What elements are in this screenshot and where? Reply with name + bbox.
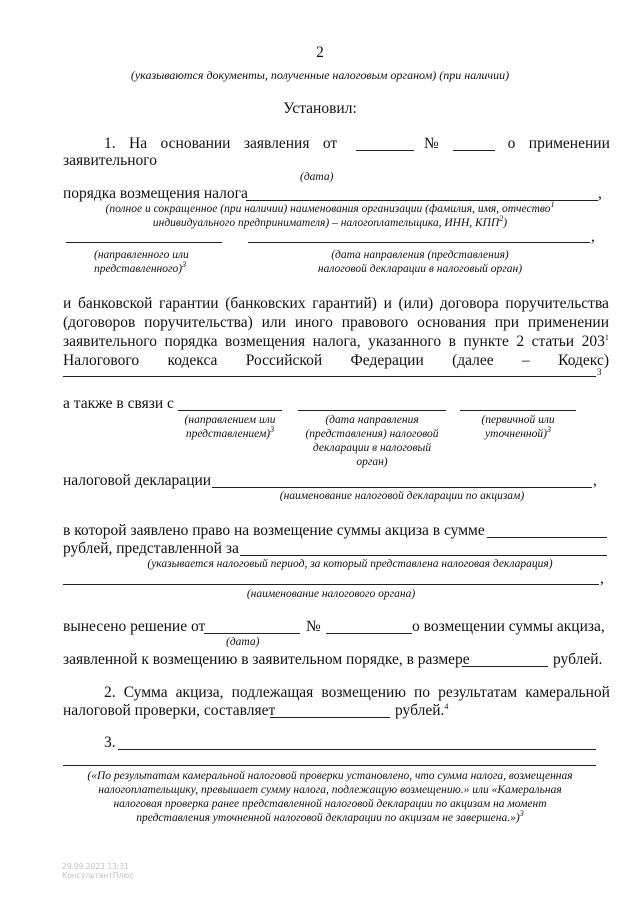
footnote-line-1: («По результатам камеральной налоговой проверки установлено, что сумма налога, возмещенная <box>87 770 573 782</box>
paragraph-2-line-1: 2. Сумма акциза, подлежащая возмещению по результатам камеральной <box>104 684 610 701</box>
excise-amount-line <box>270 717 390 718</box>
tax-period-line <box>240 555 607 556</box>
tax-authority-note: (наименование налогового органа) <box>246 588 416 600</box>
sent-label-1: (направленного или <box>94 249 189 261</box>
sent-or-submitted-line-2 <box>178 410 282 411</box>
guarantee-line-1: и банковской гарантии (банковских гарантий) и (или) договора поручительства <box>63 295 609 312</box>
application-date-line <box>356 150 414 151</box>
taxpayer-name-line <box>246 200 598 201</box>
claim-line-1: в которой заявлено право на возмещение суммы акциза в сумме <box>63 522 485 539</box>
guarantee-line-3: заявительного порядка возмещения налога, указанного в пункте 2 статьи $203^1$ <box>63 332 609 350</box>
submission-date-line <box>248 242 590 243</box>
decision-date-label: (дата) <box>226 636 260 648</box>
declaration-name-line <box>212 487 592 488</box>
paragraph-1-line-1: 1. На основании заявления от № о применении <box>104 135 610 152</box>
heading-established: Установил: <box>283 100 357 117</box>
order-text: порядка возмещения налога <box>63 185 248 202</box>
claim-amount-line <box>487 537 607 538</box>
declaration-date-line <box>298 410 446 411</box>
footnote-line-3: налоговая проверка ранее представленной налоговой декларации по акцизам на момент <box>113 798 547 810</box>
decision-date-line <box>204 633 300 634</box>
guarantee-line-4: Налогового кодекса Российской Федерации (далее – Кодекс) <box>63 352 609 369</box>
page-number: 2 <box>316 44 324 61</box>
paragraph-1-line-2: заявительного <box>63 152 157 169</box>
paragraph-3-line <box>118 749 596 750</box>
submission-date-label-1: (дата направления (представления) <box>331 249 509 261</box>
print-stamp-date: 29.09.2023 13:31 <box>62 862 129 871</box>
submission-date-label-2: налоговой декларации в налоговый орган) <box>317 263 523 275</box>
declaration-name-label: (наименование налоговой декларации по акцизам) <box>279 490 525 502</box>
footnote-line-4: представления уточненной налоговой декларации по акцизам не завершена.»)$^3$ <box>136 809 524 824</box>
tax-authority-line <box>63 584 599 585</box>
print-stamp-source: КонсультантПлюс <box>62 871 134 880</box>
footnote-line-2: налогоплательщику, превышает сумму налога, подлежащую возмещению.» или «Камеральная <box>98 784 562 796</box>
guarantee-line-2: (договоров поручительства) или иного правового основания при применении <box>63 314 609 331</box>
refund-amount-line <box>462 666 548 667</box>
paragraph-3-line-2 <box>63 765 596 766</box>
primary-or-corrected-line <box>460 410 576 411</box>
also-in-connection-text: а также в связи с <box>63 395 174 412</box>
code-continuation-line <box>63 376 596 377</box>
claim-line-2: рублей, представленной за <box>63 540 239 557</box>
paragraph-2-line-2: налоговой проверки, составляет <box>63 702 276 719</box>
decision-line-2: заявленной к возмещению в заявительном порядке, в размере <box>63 651 470 668</box>
application-date-label: (дата) <box>300 171 334 183</box>
taxpayer-name-note-1: (полное и сокращенное (при наличии) наименования организации (фамилия, имя, отчество$^1$ <box>105 200 555 215</box>
taxpayer-name-note-2: индивидуального предпринимателя) – налогоплательщика, ИНН, КПП$^2$) <box>152 214 508 229</box>
documents-note: (указываются документы, полученные налоговым органом) (при наличии) <box>130 68 510 82</box>
sent-or-submitted-line <box>66 242 222 243</box>
decision-text: вынесено решение от <box>63 618 206 635</box>
decision-number-line <box>326 633 412 634</box>
tax-period-note: (указывается налоговый период, за который представлена налоговая декларация) <box>147 558 553 570</box>
application-number-line <box>453 150 495 151</box>
paragraph-3-number: 3. <box>104 734 116 751</box>
declaration-text: налоговой декларации <box>63 472 212 489</box>
sent-label-2: представленного)$^3$ <box>94 260 187 275</box>
